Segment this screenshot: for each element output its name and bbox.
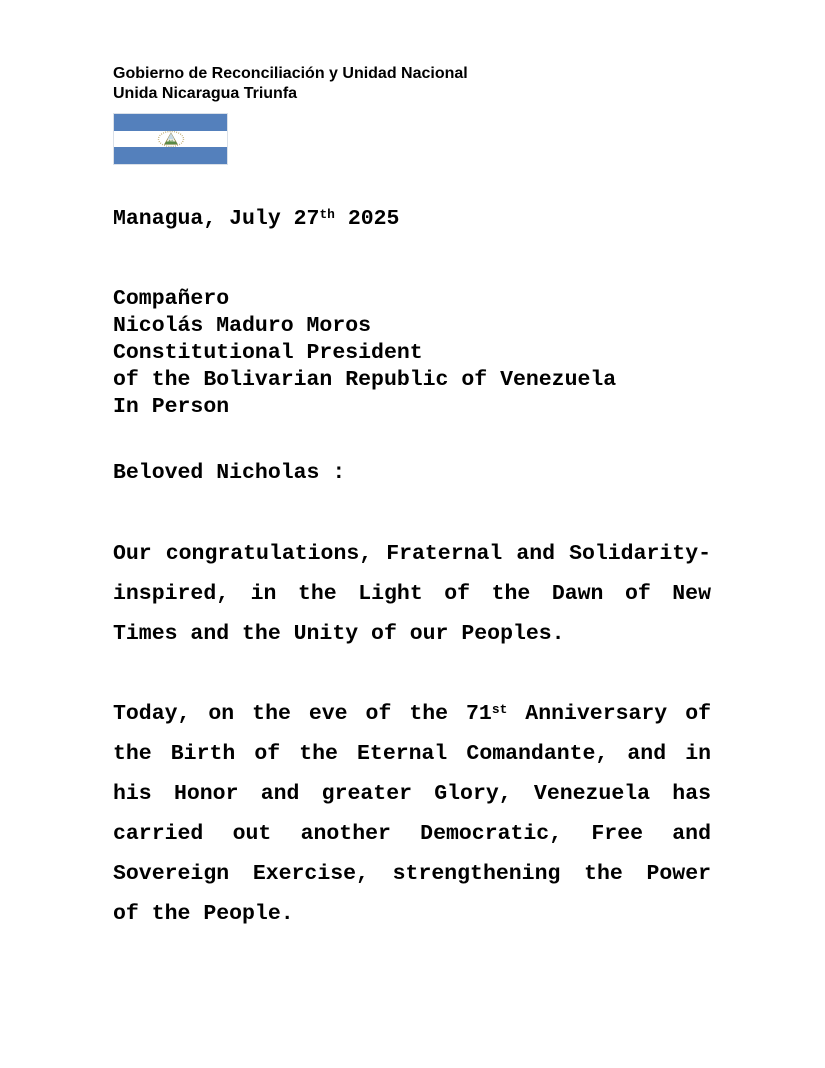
text-line: Sovereign Exercise, strengthening the Power [113,862,711,886]
superscript-ordinal: st [491,701,508,717]
flag-white-stripe [114,131,227,147]
text-line: of the Bolivarian Republic of Venezuela [113,368,617,392]
paragraph-congratulations [113,534,711,654]
nicaragua-flag [114,114,227,164]
text-line: Today, on the eve of the 71st Anniversary of [113,701,711,726]
letterhead-line-1: Gobierno de Reconciliación y Unidad Nacional [113,65,468,82]
salutation: Beloved Nicholas : [113,461,346,485]
text-line: carried out another Democratic, Free and [113,822,711,846]
recipient-address-block [113,286,753,421]
letterhead [113,64,468,104]
nicaragua-coat-of-arms-icon [156,131,186,148]
text-line: of the People. [113,902,294,926]
date-line: Managua, July 27th 2025 [113,206,400,231]
text-line: Our congratulations, Fraternal and Solidarity- [113,542,711,566]
text-line: Compañero [113,287,230,311]
paragraph-anniversary [113,694,711,934]
text-line: inspired, in the Light of the Dawn of New [113,582,711,606]
text-line: In Person [113,395,230,419]
flag-blue-stripe-top [114,114,227,131]
text-line: the Birth of the Eternal Comandante, and in [113,742,711,766]
text-line: Times and the Unity of our Peoples. [113,622,565,646]
text-line: Constitutional President [113,341,423,365]
superscript-ordinal: th [319,206,335,222]
text-line: Nicolás Maduro Moros [113,314,372,338]
text-line: his Honor and greater Glory, Venezuela has [113,782,711,806]
letterhead-line-2: Unida Nicaragua Triunfa [113,85,298,102]
flag-blue-stripe-bottom [114,147,227,164]
